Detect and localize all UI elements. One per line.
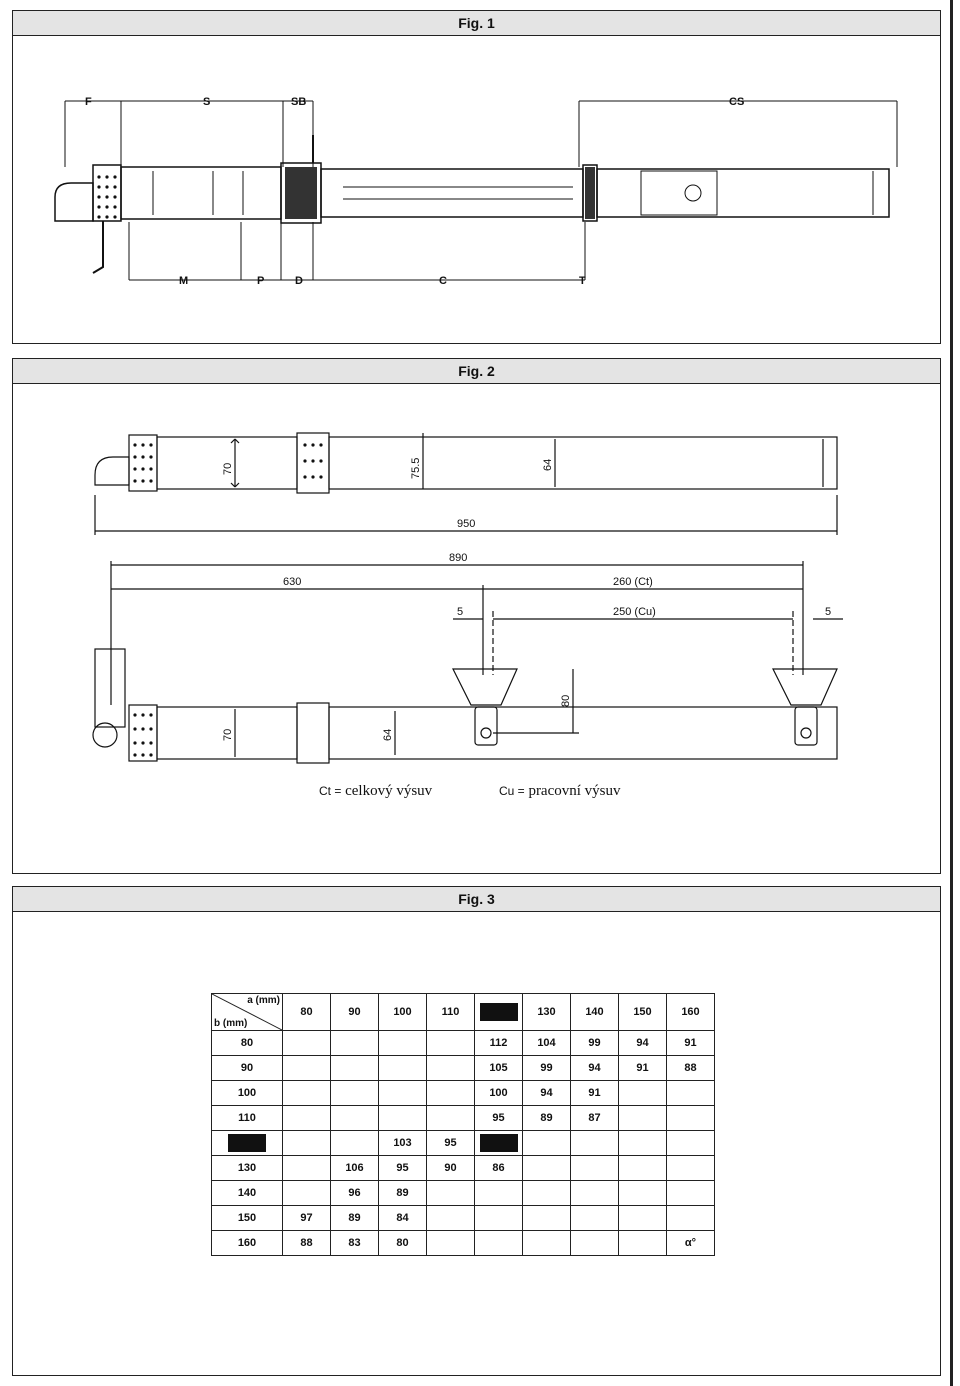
table-cell (523, 1156, 571, 1181)
fig3-title: Fig. 3 (13, 887, 940, 912)
row-header: 90 (212, 1056, 283, 1081)
fig1-title: Fig. 1 (13, 11, 940, 36)
table-cell (427, 1181, 475, 1206)
fig2-title: Fig. 2 (13, 359, 940, 384)
table-cell (475, 1181, 523, 1206)
table-cell (619, 1131, 667, 1156)
row-header-redacted (212, 1131, 283, 1156)
table-cell (667, 1156, 715, 1181)
row-header: 160 (212, 1231, 283, 1256)
table-cell (619, 1156, 667, 1181)
table-cell (283, 1056, 331, 1081)
table-cell (331, 1081, 379, 1106)
table-cell (379, 1106, 427, 1131)
fig1-label-sb: SB (291, 96, 307, 108)
table-header-row (212, 994, 715, 1031)
col-header: 150 (619, 994, 667, 1031)
table-row (212, 1231, 715, 1256)
table-cell (523, 1231, 571, 1256)
table-cell (571, 1231, 619, 1256)
table-cell: 95 (379, 1156, 427, 1181)
table-cell (427, 1231, 475, 1256)
table-cell (427, 1081, 475, 1106)
table-cell: 104 (523, 1031, 571, 1056)
col-header: 110 (427, 994, 475, 1031)
table-cell (427, 1031, 475, 1056)
table-cell (619, 1181, 667, 1206)
table-cell (571, 1156, 619, 1181)
table-cell: 91 (619, 1056, 667, 1081)
table-cell-redacted (475, 1131, 523, 1156)
row-header: 80 (212, 1031, 283, 1056)
fig1-label-m: M (179, 275, 189, 287)
table-cell (475, 1231, 523, 1256)
table-cell (523, 1206, 571, 1231)
redaction-block (480, 1134, 518, 1152)
table-cell: 100 (475, 1081, 523, 1106)
legend-ct (319, 783, 432, 800)
table-cell: 89 (379, 1181, 427, 1206)
table-cell (427, 1206, 475, 1231)
table-row (212, 1181, 715, 1206)
fig2-dim-80: 80 (560, 694, 572, 707)
fig2-panel (12, 358, 941, 874)
redaction-block (228, 1134, 266, 1152)
table-cell: α° (667, 1231, 715, 1256)
table-cell (379, 1031, 427, 1056)
table-row (212, 1131, 715, 1156)
table-cell (667, 1181, 715, 1206)
fig1-panel (12, 10, 941, 344)
table-row (212, 1056, 715, 1081)
col-header: 80 (283, 994, 331, 1031)
table-cell (331, 1106, 379, 1131)
table-cell: 99 (523, 1056, 571, 1081)
fig1-label-c: C (439, 275, 447, 287)
fig2-dim-260-ct: 260 (Ct) (613, 576, 653, 588)
table-row (212, 1081, 715, 1106)
col-header: 160 (667, 994, 715, 1031)
table-row (212, 1106, 715, 1131)
fig2-dim-250-cu: 250 (Cu) (613, 606, 656, 618)
row-header: 100 (212, 1081, 283, 1106)
legend-ct-abbr: Ct = (319, 784, 342, 798)
fig2-dim-64-bottom: 64 (382, 728, 394, 741)
table-cell (619, 1206, 667, 1231)
col-header: 130 (523, 994, 571, 1031)
table-row (212, 1206, 715, 1231)
table-cell: 89 (331, 1206, 379, 1231)
table-cell (667, 1081, 715, 1106)
table-cell (571, 1206, 619, 1231)
page-edge-bar (950, 0, 953, 1386)
table-cell (619, 1106, 667, 1131)
fig1-label-s: S (203, 96, 211, 108)
fig2-dim-950: 950 (457, 518, 476, 530)
redaction-block (480, 1003, 518, 1021)
table-cell: 94 (619, 1031, 667, 1056)
table-cell: 83 (331, 1231, 379, 1256)
fig1-label-d: D (295, 275, 303, 287)
fig1-label-cs: CS (729, 96, 745, 108)
fig1-label-t: T (579, 275, 586, 287)
table-cell: 106 (331, 1156, 379, 1181)
table-cell (571, 1181, 619, 1206)
table-cell (523, 1131, 571, 1156)
legend-ct-text: celkový výsuv (345, 783, 433, 799)
table-cell: 88 (283, 1231, 331, 1256)
table-cell: 88 (667, 1056, 715, 1081)
col-header: 100 (379, 994, 427, 1031)
legend-cu-abbr: Cu = (499, 784, 525, 798)
row-header: 140 (212, 1181, 283, 1206)
fig2-dim-75-5: 75.5 (410, 457, 422, 479)
col-header: 90 (331, 994, 379, 1031)
table-cell: 103 (379, 1131, 427, 1156)
table-cell: 105 (475, 1056, 523, 1081)
fig1-label-p: P (257, 275, 265, 287)
fig1-drawing (13, 37, 940, 345)
fig3-panel (12, 886, 941, 1376)
fig2-drawing (13, 385, 940, 875)
table-cell: 87 (571, 1106, 619, 1131)
corner-a-label: a (mm) (247, 995, 280, 1006)
table-cell (283, 1031, 331, 1056)
table-row (212, 1156, 715, 1181)
row-header: 110 (212, 1106, 283, 1131)
legend-cu (499, 783, 621, 800)
table-cell: 95 (475, 1106, 523, 1131)
table-cell (667, 1206, 715, 1231)
fig2-dim-5-right: 5 (825, 606, 832, 618)
table-cell (283, 1181, 331, 1206)
table-cell (667, 1131, 715, 1156)
table-cell (283, 1131, 331, 1156)
table-cell: 91 (571, 1081, 619, 1106)
table-cell: 94 (571, 1056, 619, 1081)
table-cell (331, 1031, 379, 1056)
table-cell (427, 1056, 475, 1081)
fig2-dim-630: 630 (283, 576, 302, 588)
table-cell: 96 (331, 1181, 379, 1206)
table-cell (427, 1106, 475, 1131)
corner-b-label: b (mm) (214, 1018, 248, 1029)
fig2-dim-70-bottom: 70 (222, 728, 234, 741)
table-cell (619, 1081, 667, 1106)
fig2-dim-64-top: 64 (542, 458, 554, 471)
table-cell (283, 1106, 331, 1131)
table-cell: 86 (475, 1156, 523, 1181)
table-cell (571, 1131, 619, 1156)
col-header: 140 (571, 994, 619, 1031)
table-row (212, 1031, 715, 1056)
table-cell: 89 (523, 1106, 571, 1131)
table-cell (283, 1081, 331, 1106)
table-cell (283, 1156, 331, 1181)
table-cell: 91 (667, 1031, 715, 1056)
table-cell: 84 (379, 1206, 427, 1231)
table-cell: 90 (427, 1156, 475, 1181)
table-corner (212, 994, 283, 1031)
table-cell: 97 (283, 1206, 331, 1231)
table-cell (475, 1206, 523, 1231)
table-cell: 80 (379, 1231, 427, 1256)
table-cell: 112 (475, 1031, 523, 1056)
table-cell (379, 1056, 427, 1081)
row-header: 150 (212, 1206, 283, 1231)
table-cell (667, 1106, 715, 1131)
table-cell (331, 1131, 379, 1156)
angle-table (211, 993, 715, 1256)
fig1-label-f: F (85, 96, 92, 108)
table-cell: 95 (427, 1131, 475, 1156)
table-cell (523, 1181, 571, 1206)
fig2-dim-70-top: 70 (222, 462, 234, 475)
table-cell (619, 1231, 667, 1256)
legend-cu-text: pracovní výsuv (528, 783, 621, 799)
table-cell (331, 1056, 379, 1081)
table-cell (379, 1081, 427, 1106)
row-header: 130 (212, 1156, 283, 1181)
fig2-dim-890: 890 (449, 552, 468, 564)
col-header-redacted (475, 994, 523, 1031)
table-cell: 99 (571, 1031, 619, 1056)
table-cell: 94 (523, 1081, 571, 1106)
fig2-dim-5-left: 5 (457, 606, 464, 618)
